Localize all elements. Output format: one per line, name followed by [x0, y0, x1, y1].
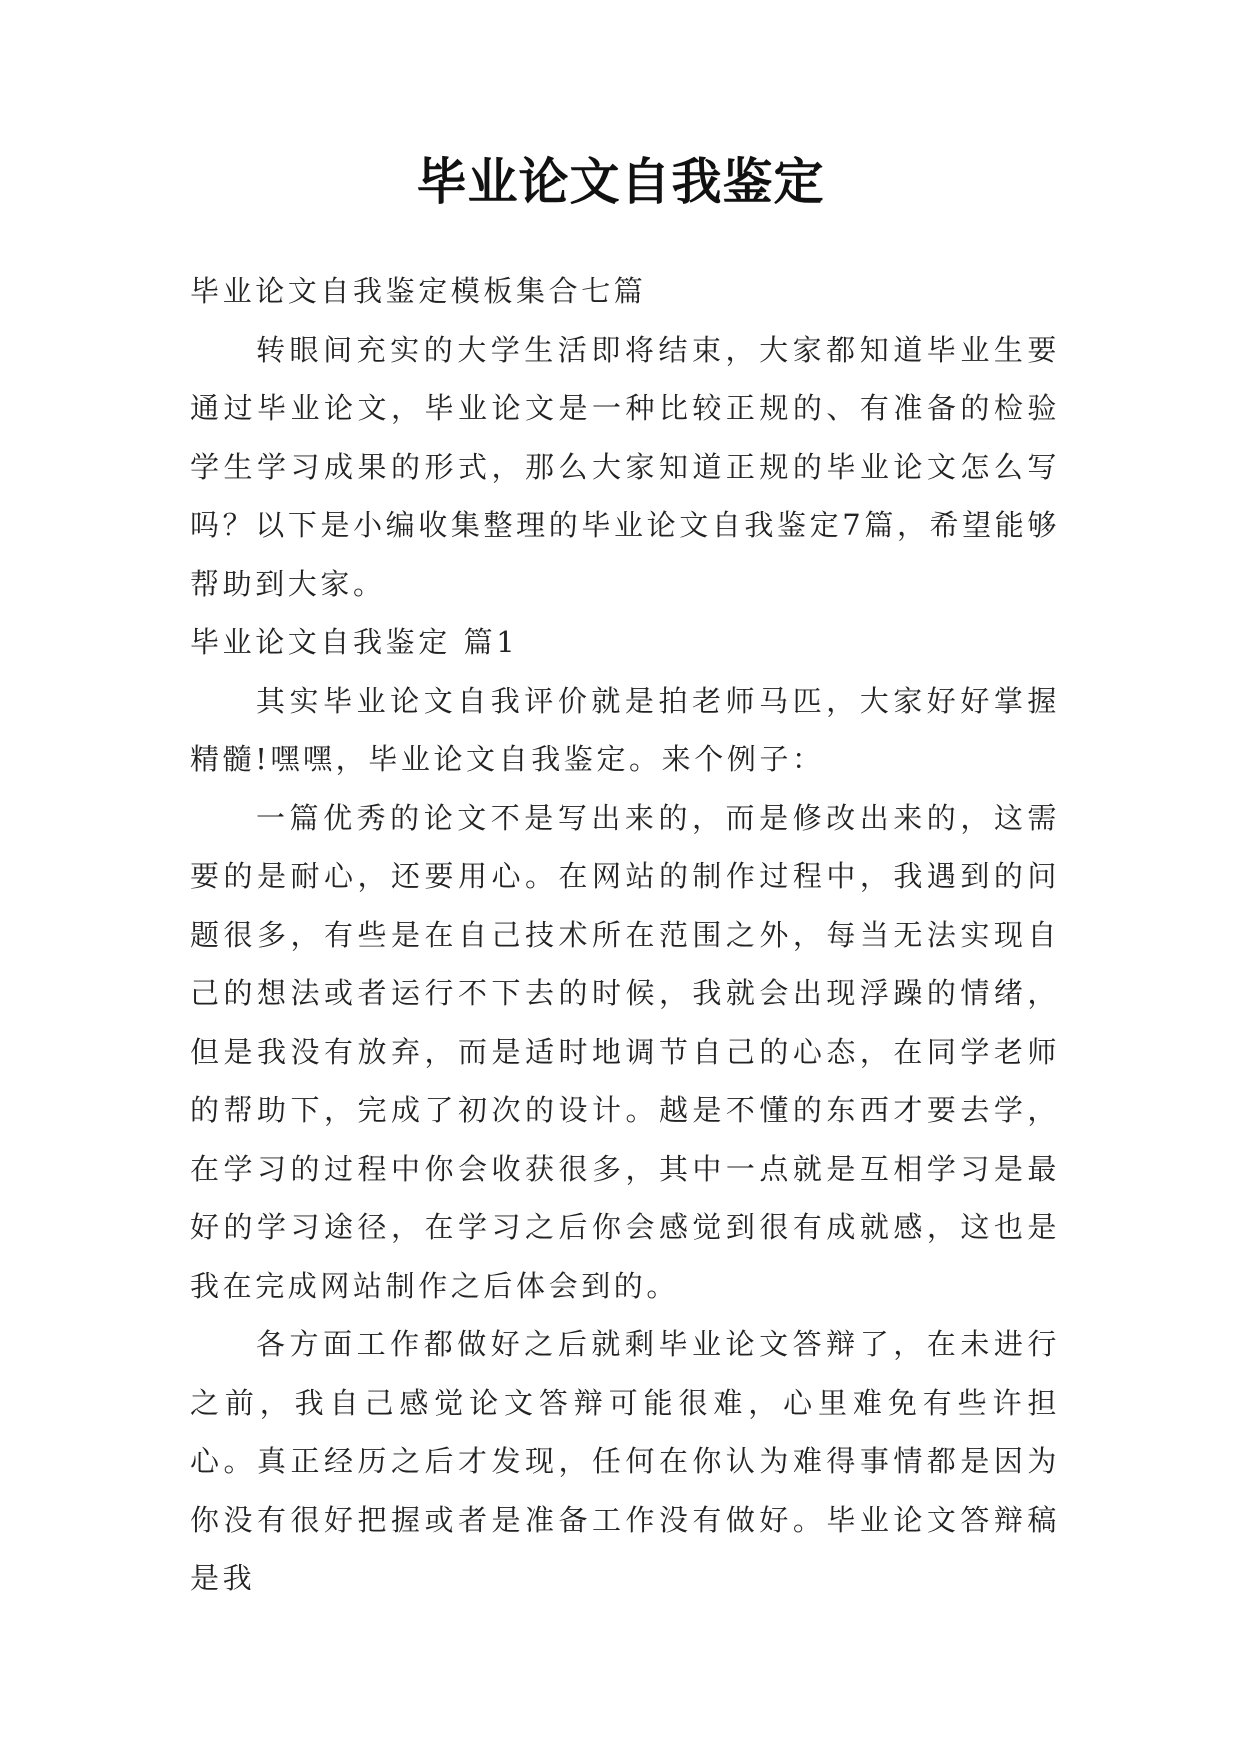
intro-paragraph: 转眼间充实的大学生活即将结束，大家都知道毕业生要通过毕业论文，毕业论文是一种比较正规的、有准备的检验学生学习成果的形式，那么大家知道正规的毕业论文怎么写吗？以下是小编收集整理的毕业论文自我鉴定7篇，希望能够帮助到大家。 — [190, 332, 1060, 601]
section-heading: 毕业论文自我鉴定 篇1 — [190, 625, 519, 659]
body-paragraph: 其实毕业论文自我评价就是拍老师马匹，大家好好掌握精髓!嘿嘿，毕业论文自我鉴定。来个例子： — [190, 683, 1060, 776]
document-title: 毕业论文自我鉴定 — [416, 153, 825, 211]
body-paragraph: 一篇优秀的论文不是写出来的，而是修改出来的，这需要的是耐心，还要用心。在网站的制作过程中，我遇到的问题很多，有些是在自己技术所在范围之外，每当无法实现自己的想法或者运行不下去的时候，我就会出现浮躁的情绪，但是我没有放弃，而是适时地调节自己的心态，在同学老师的帮助下，完成了初次的设计。越是不懂的东西才要去学，在学习的过程中你会收获很多，其中一点就是互相学习是最好的学习途径，在学习之后你会感觉到很有成就感，这也是我在完成网站制作之后体会到的。 — [190, 800, 1060, 1303]
subtitle-line: 毕业论文自我鉴定模板集合七篇 — [190, 274, 647, 308]
body-paragraph: 各方面工作都做好之后就剩毕业论文答辩了，在未进行之前，我自己感觉论文答辩可能很难，心里难免有些许担心。真正经历之后才发现，任何在你认为难得事情都是因为你没有很好把握或者是准备工作没有做好。毕业论文答辩稿是我 — [190, 1327, 1060, 1595]
document-body — [190, 262, 1060, 1608]
